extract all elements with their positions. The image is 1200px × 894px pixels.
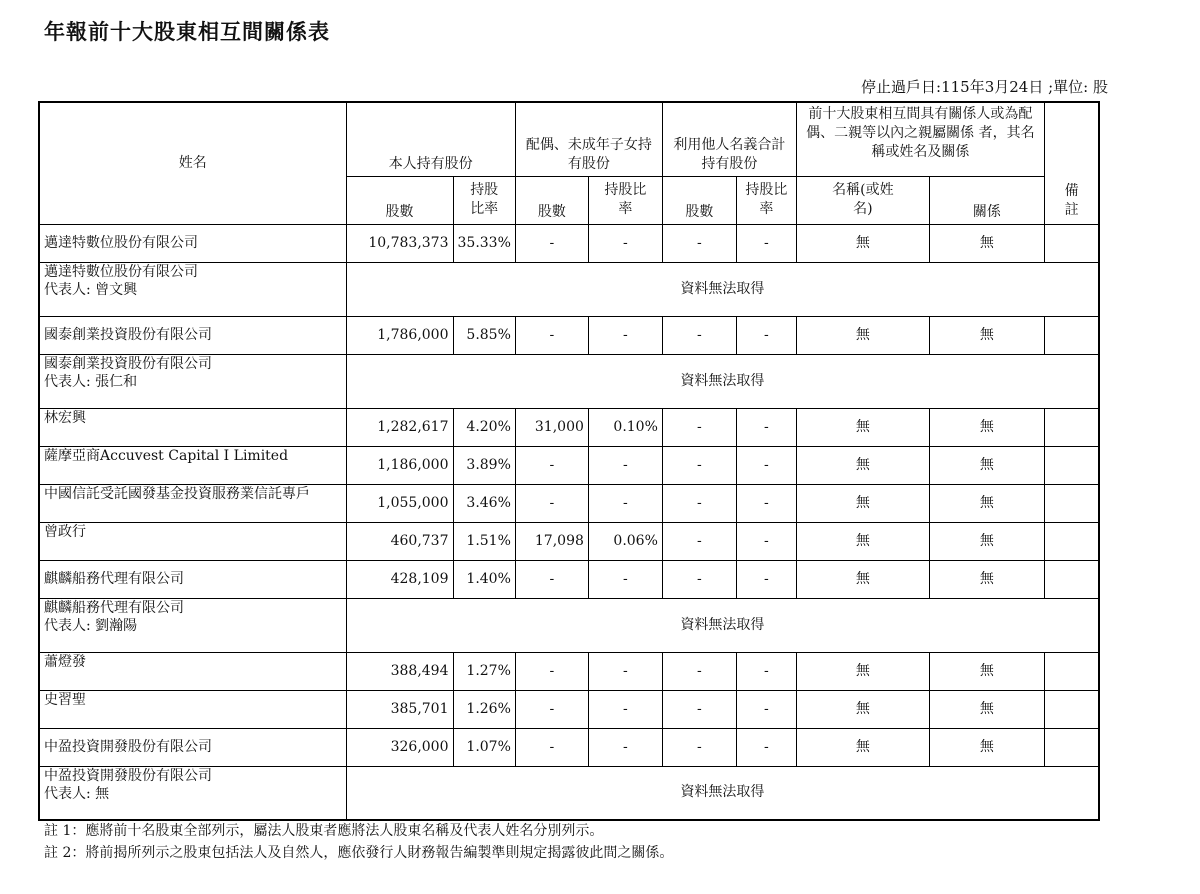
spouse-ratio-cell: 0.10% xyxy=(588,408,662,446)
spouse-shares-cell: - xyxy=(515,484,588,522)
spouse-ratio-cell: - xyxy=(588,652,662,690)
related-name-cell: 無 xyxy=(796,522,929,560)
spouse-ratio-cell: - xyxy=(588,690,662,728)
relation-cell: 無 xyxy=(929,316,1044,354)
table-row xyxy=(39,652,1099,690)
related-name-cell: 無 xyxy=(796,728,929,766)
nominee-ratio-cell: - xyxy=(736,224,796,262)
ratio-cell: 1.51% xyxy=(453,522,515,560)
spouse-shares-cell: 17,098 xyxy=(515,522,588,560)
nominee-shares-cell: - xyxy=(662,522,736,560)
table-row xyxy=(39,728,1099,766)
table-body xyxy=(39,224,1099,820)
nominee-shares-cell: - xyxy=(662,652,736,690)
table-row xyxy=(39,446,1099,484)
nominee-shares-cell: - xyxy=(662,484,736,522)
relation-cell: 無 xyxy=(929,728,1044,766)
related-name-cell: 無 xyxy=(796,408,929,446)
header-nominee-ratio: 持股比率 xyxy=(736,176,796,224)
spouse-shares-cell: - xyxy=(515,316,588,354)
table-row xyxy=(39,484,1099,522)
nominee-shares-cell: - xyxy=(662,690,736,728)
table-row xyxy=(39,224,1099,262)
company-name: 邁達特數位股份有限公司 xyxy=(44,263,198,280)
table-row xyxy=(39,522,1099,560)
spouse-ratio-cell: - xyxy=(588,484,662,522)
remark-cell xyxy=(1044,728,1099,766)
shares-cell: 1,055,000 xyxy=(346,484,453,522)
shares-cell: 10,783,373 xyxy=(346,224,453,262)
shares-cell: 385,701 xyxy=(346,690,453,728)
remark-cell xyxy=(1044,446,1099,484)
table-row xyxy=(39,316,1099,354)
ratio-cell: 1.26% xyxy=(453,690,515,728)
shareholder-name: 邁達特數位股份有限公司 xyxy=(39,224,346,262)
representative-name: 代表人: 曾文興 xyxy=(44,282,138,299)
shares-cell: 1,186,000 xyxy=(346,446,453,484)
shareholder-name: 中盈投資開發股份有限公司 xyxy=(39,728,346,766)
spouse-ratio-cell: - xyxy=(588,560,662,598)
nominee-ratio-cell: - xyxy=(736,408,796,446)
nominee-shares-cell: - xyxy=(662,446,736,484)
related-name-cell: 無 xyxy=(796,560,929,598)
spouse-shares-cell: 31,000 xyxy=(515,408,588,446)
shareholder-relationship-table xyxy=(38,101,1100,821)
header-name: 姓名 xyxy=(39,102,346,224)
table-row xyxy=(39,690,1099,728)
related-name-cell: 無 xyxy=(796,316,929,354)
ratio-cell: 1.27% xyxy=(453,652,515,690)
representative-row xyxy=(39,354,1099,408)
company-name: 中盈投資開發股份有限公司 xyxy=(44,767,212,784)
relation-cell: 無 xyxy=(929,522,1044,560)
shareholder-name xyxy=(39,262,346,316)
shareholder-name: 國泰創業投資股份有限公司 xyxy=(39,316,346,354)
relation-cell: 無 xyxy=(929,690,1044,728)
shares-cell: 1,282,617 xyxy=(346,408,453,446)
nominee-ratio-cell: - xyxy=(736,484,796,522)
related-name-cell: 無 xyxy=(796,224,929,262)
remark-cell xyxy=(1044,316,1099,354)
representative-row xyxy=(39,766,1099,820)
book-closure-date: 停止過戶日:115年3月24日 ;單位: 股 xyxy=(861,78,1108,96)
shares-cell: 428,109 xyxy=(346,560,453,598)
spouse-ratio-cell: - xyxy=(588,316,662,354)
spouse-shares-cell: - xyxy=(515,690,588,728)
nominee-shares-cell: - xyxy=(662,560,736,598)
remark-cell xyxy=(1044,484,1099,522)
page-title: 年報前十大股東相互間關係表 xyxy=(44,20,330,44)
unavailable-note: 資料無法取得 xyxy=(346,354,1099,408)
nominee-shares-cell: - xyxy=(662,408,736,446)
ratio-cell: 3.46% xyxy=(453,484,515,522)
spouse-shares-cell: - xyxy=(515,224,588,262)
remark-cell xyxy=(1044,560,1099,598)
header-spouse-holding: 配偶、未成年子女持有股份 xyxy=(515,102,662,176)
nominee-ratio-cell: - xyxy=(736,446,796,484)
footnote-1: 註 1：應將前十名股東全部列示，屬法人股東者應將法人股東名稱及代表人姓名分別列示。 xyxy=(44,823,604,839)
related-name-cell: 無 xyxy=(796,484,929,522)
shareholder-name: 蕭燈發 xyxy=(39,652,346,690)
ratio-cell: 5.85% xyxy=(453,316,515,354)
header-spouse-shares: 股數 xyxy=(515,176,588,224)
header-related-name: 名稱(或姓名) xyxy=(796,176,929,224)
shareholder-name: 中國信託受託國發基金投資服務業信託專戶 xyxy=(39,484,346,522)
shareholder-name xyxy=(39,766,346,820)
representative-name: 代表人: 張仁和 xyxy=(44,374,138,391)
header-relation: 關係 xyxy=(929,176,1044,224)
footnote-2: 註 2：將前揭所列示之股東包括法人及自然人，應依發行人財務報告編製準則規定揭露彼此間之關係。 xyxy=(44,845,674,861)
nominee-shares-cell: - xyxy=(662,316,736,354)
related-name-cell: 無 xyxy=(796,446,929,484)
nominee-ratio-cell: - xyxy=(736,728,796,766)
spouse-shares-cell: - xyxy=(515,728,588,766)
nominee-shares-cell: - xyxy=(662,224,736,262)
shareholder-name xyxy=(39,354,346,408)
header-related-parties: 前十大股東相互間具有關係人或為配偶、二親等以內之親屬關係 者，其名稱或姓名及關係 xyxy=(796,102,1044,176)
ratio-cell: 1.40% xyxy=(453,560,515,598)
header-self-holding: 本人持有股份 xyxy=(346,102,515,176)
nominee-ratio-cell: - xyxy=(736,522,796,560)
header-remark: 備註 xyxy=(1044,102,1099,224)
unavailable-note: 資料無法取得 xyxy=(346,766,1099,820)
representative-name: 代表人: 無 xyxy=(44,786,110,803)
relation-cell: 無 xyxy=(929,560,1044,598)
remark-cell xyxy=(1044,690,1099,728)
spouse-ratio-cell: 0.06% xyxy=(588,522,662,560)
related-name-cell: 無 xyxy=(796,652,929,690)
company-name: 國泰創業投資股份有限公司 xyxy=(44,355,212,372)
shareholder-name: 史習聖 xyxy=(39,690,346,728)
shareholder-name: 麒麟船務代理有限公司 xyxy=(39,560,346,598)
spouse-shares-cell: - xyxy=(515,446,588,484)
table-row xyxy=(39,560,1099,598)
spouse-ratio-cell: - xyxy=(588,728,662,766)
unavailable-note: 資料無法取得 xyxy=(346,598,1099,652)
ratio-cell: 4.20% xyxy=(453,408,515,446)
spouse-ratio-cell: - xyxy=(588,224,662,262)
header-shares: 股數 xyxy=(346,176,453,224)
header-spouse-ratio: 持股比率 xyxy=(588,176,662,224)
shares-cell: 460,737 xyxy=(346,522,453,560)
shares-cell: 388,494 xyxy=(346,652,453,690)
company-name: 麒麟船務代理有限公司 xyxy=(44,599,184,616)
nominee-shares-cell: - xyxy=(662,728,736,766)
ratio-cell: 1.07% xyxy=(453,728,515,766)
related-name-cell: 無 xyxy=(796,690,929,728)
representative-row xyxy=(39,598,1099,652)
header-ratio: 持股比率 xyxy=(453,176,515,224)
unavailable-note: 資料無法取得 xyxy=(346,262,1099,316)
remark-cell xyxy=(1044,408,1099,446)
ratio-cell: 35.33% xyxy=(453,224,515,262)
remark-cell xyxy=(1044,522,1099,560)
shareholder-name: 曾政行 xyxy=(39,522,346,560)
shareholder-name: 林宏興 xyxy=(39,408,346,446)
shares-cell: 1,786,000 xyxy=(346,316,453,354)
relation-cell: 無 xyxy=(929,224,1044,262)
shares-cell: 326,000 xyxy=(346,728,453,766)
shareholder-name xyxy=(39,598,346,652)
remark-cell xyxy=(1044,652,1099,690)
header-nominee-holding: 利用他人名義合計持有股份 xyxy=(662,102,796,176)
representative-row xyxy=(39,262,1099,316)
relation-cell: 無 xyxy=(929,652,1044,690)
spouse-shares-cell: - xyxy=(515,652,588,690)
nominee-ratio-cell: - xyxy=(736,652,796,690)
relation-cell: 無 xyxy=(929,484,1044,522)
spouse-shares-cell: - xyxy=(515,560,588,598)
nominee-ratio-cell: - xyxy=(736,560,796,598)
nominee-ratio-cell: - xyxy=(736,690,796,728)
representative-name: 代表人: 劉瀚陽 xyxy=(44,618,138,635)
shareholder-name: 薩摩亞商Accuvest Capital I Limited xyxy=(39,446,346,484)
table-row xyxy=(39,408,1099,446)
relation-cell: 無 xyxy=(929,446,1044,484)
nominee-ratio-cell: - xyxy=(736,316,796,354)
header-nominee-shares: 股數 xyxy=(662,176,736,224)
remark-cell xyxy=(1044,224,1099,262)
ratio-cell: 3.89% xyxy=(453,446,515,484)
spouse-ratio-cell: - xyxy=(588,446,662,484)
relation-cell: 無 xyxy=(929,408,1044,446)
